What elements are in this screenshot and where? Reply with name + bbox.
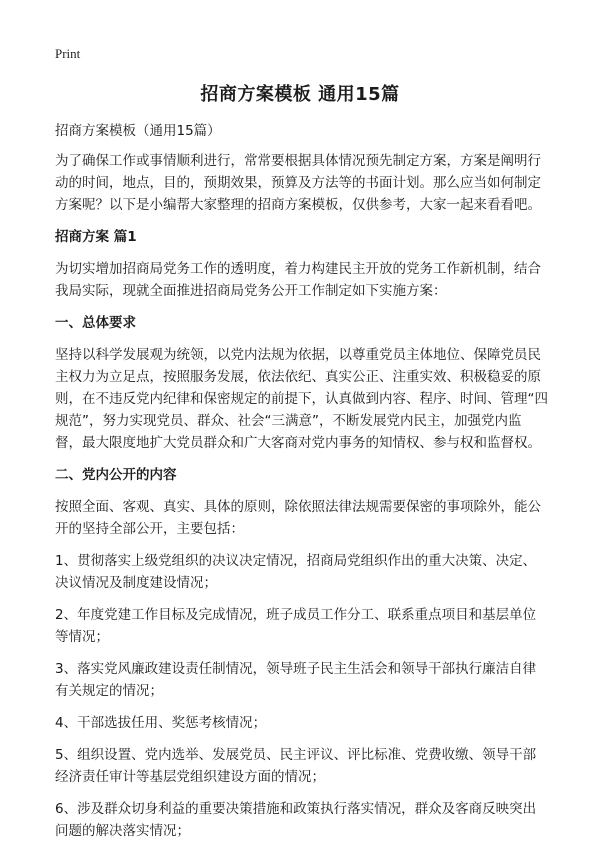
intro-paragraph: 为了确保工作或事情顺利进行，常常要根据具体情况预先制定方案，方案是阐明行动的时间，地点，目的，预期效果，预算及方法等的书面计划。那么应当如何制定方案呢？以下是小编帮大家整理的招商方案模板，仅供参考，大家一起来看看吧。 [55, 153, 541, 213]
list-item: 3、落实党风廉政建设责任制情况，领导班子民主生活会和领导干部执行廉洁自律有关规定的情况； [55, 661, 537, 699]
section-heading: 招商方案 篇1 [55, 229, 137, 245]
document-body [55, 120, 548, 852]
part2-heading: 二、党内公开的内容 [55, 467, 177, 483]
section-intro-paragraph: 为切实增加招商局党务工作的透明度，着力构建民主开放的党务工作新机制，结合我局实际，现就全面推进招商局党务公开工作制定如下实施方案： [55, 261, 541, 299]
page-title: 招商方案模板 通用15篇 [200, 84, 400, 105]
list-item: 2、年度党建工作目标及完成情况，班子成员工作分工、联系重点项目和基层单位等情况； [55, 607, 537, 645]
part2-intro-paragraph: 按照全面、客观、真实、具体的原则，除依照法律法规需要保密的事项除外，能公开的坚持全部公开，主要包括： [55, 499, 541, 537]
document-subtitle: 招商方案模板（通用15篇） [55, 123, 221, 139]
list-item: 4、干部选拔任用、奖惩考核情况； [55, 715, 267, 731]
list-item: 1、贯彻落实上级党组织的决议决定情况，招商局党组织作出的重大决策、决定、决议情况及制度建设情况； [55, 553, 537, 591]
part1-paragraph: 坚持以科学发展观为统领，以党内法规为依据，以尊重党员主体地位、保障党员民主权力为立足点，按照服务发展，依法依纪、真实公正、注重实效、积极稳妥的原则，在不违反党内纪律和保密规定的前提下，认真做到内容、程序、时间、管理“四规范”，努力实现党员、群众、社会“三满意”，不断发展党内民主，加强党内监督，最大限度地扩大党员群众和广大客商对党内事务的知情权、参与权和监督权。 [55, 347, 548, 451]
print-link[interactable]: Print [55, 46, 81, 61]
list-item: 6、涉及群众切身利益的重要决策措施和政策执行落实情况，群众及客商反映突出问题的解决落实情况； [55, 801, 537, 839]
list-item: 5、组织设置、党内选举、发展党员、民主评议、评比标准、党费收缴、领导干部经济责任审计等基层党组织建设方面的情况； [55, 747, 537, 785]
part1-heading: 一、总体要求 [55, 315, 136, 331]
